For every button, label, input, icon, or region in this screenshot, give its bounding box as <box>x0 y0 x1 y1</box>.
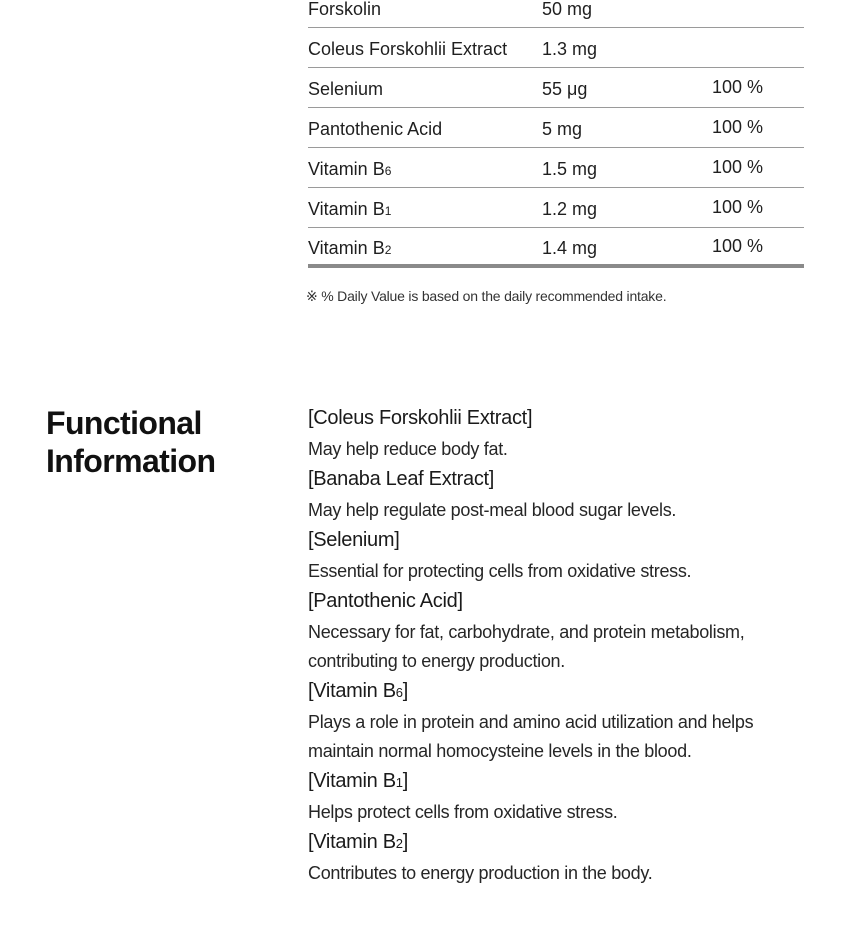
info-item <box>308 403 808 464</box>
info-heading: [Vitamin B1] <box>308 770 408 792</box>
daily-value: 100 % <box>712 157 764 177</box>
table-row <box>308 68 804 108</box>
section-title <box>46 404 276 480</box>
info-heading: [Banaba Leaf Extract] <box>308 468 495 490</box>
nutrient-name: Forskolin <box>308 0 382 19</box>
info-item <box>308 827 808 888</box>
info-item <box>308 766 808 827</box>
info-description: May help regulate post-meal blood sugar levels. <box>308 500 677 520</box>
info-item <box>308 586 808 676</box>
table-row <box>308 108 804 148</box>
info-description: Essential for protecting cells from oxidative stress. <box>308 561 692 581</box>
nutrient-name: Pantothenic Acid <box>308 119 443 139</box>
table-row <box>308 28 804 68</box>
daily-value: 100 % <box>712 117 764 137</box>
info-item <box>308 676 808 766</box>
section-title-line: Information <box>46 443 216 479</box>
functional-info-list <box>308 403 808 888</box>
daily-value: 100 % <box>712 197 764 217</box>
info-heading: [Selenium] <box>308 529 400 551</box>
nutrient-amount: 1.2 mg <box>542 199 598 219</box>
nutrient-name: Vitamin B6 <box>308 159 392 179</box>
table-row <box>308 188 804 228</box>
info-description: Contributes to energy production in the body. <box>308 863 653 883</box>
daily-value: 100 % <box>712 236 764 256</box>
nutrition-table <box>308 0 804 268</box>
info-item <box>308 464 808 525</box>
nutrient-amount: 55 μg <box>542 79 588 99</box>
table-row <box>308 0 804 28</box>
nutrient-amount: 50 mg <box>542 0 593 19</box>
table-row <box>308 228 804 268</box>
daily-value-footnote: ※ % Daily Value is based on the daily recommended intake. <box>306 288 667 304</box>
info-description: Plays a role in protein and amino acid utilization and helps maintain normal homocysteine levels in the blood. <box>308 712 754 761</box>
info-heading: [Vitamin B6] <box>308 680 408 702</box>
info-heading: [Coleus Forskohlii Extract] <box>308 407 533 429</box>
info-heading: [Vitamin B2] <box>308 831 408 853</box>
nutrient-amount: 1.3 mg <box>542 39 598 59</box>
info-item <box>308 525 808 586</box>
nutrient-amount: 1.5 mg <box>542 159 598 179</box>
info-description: May help reduce body fat. <box>308 439 508 459</box>
nutrient-amount: 5 mg <box>542 119 583 139</box>
nutrient-name: Selenium <box>308 79 384 99</box>
nutrient-name: Vitamin B1 <box>308 199 392 219</box>
info-description: Necessary for fat, carbohydrate, and protein metabolism, contributing to energy production. <box>308 622 745 671</box>
section-title-line: Functional <box>46 405 202 441</box>
nutrient-amount: 1.4 mg <box>542 238 598 258</box>
daily-value: 100 % <box>712 77 764 97</box>
nutrient-name: Coleus Forskohlii Extract <box>308 39 508 59</box>
info-description: Helps protect cells from oxidative stress. <box>308 802 618 822</box>
table-row <box>308 148 804 188</box>
info-heading: [Pantothenic Acid] <box>308 590 463 612</box>
nutrient-name: Vitamin B2 <box>308 238 392 258</box>
